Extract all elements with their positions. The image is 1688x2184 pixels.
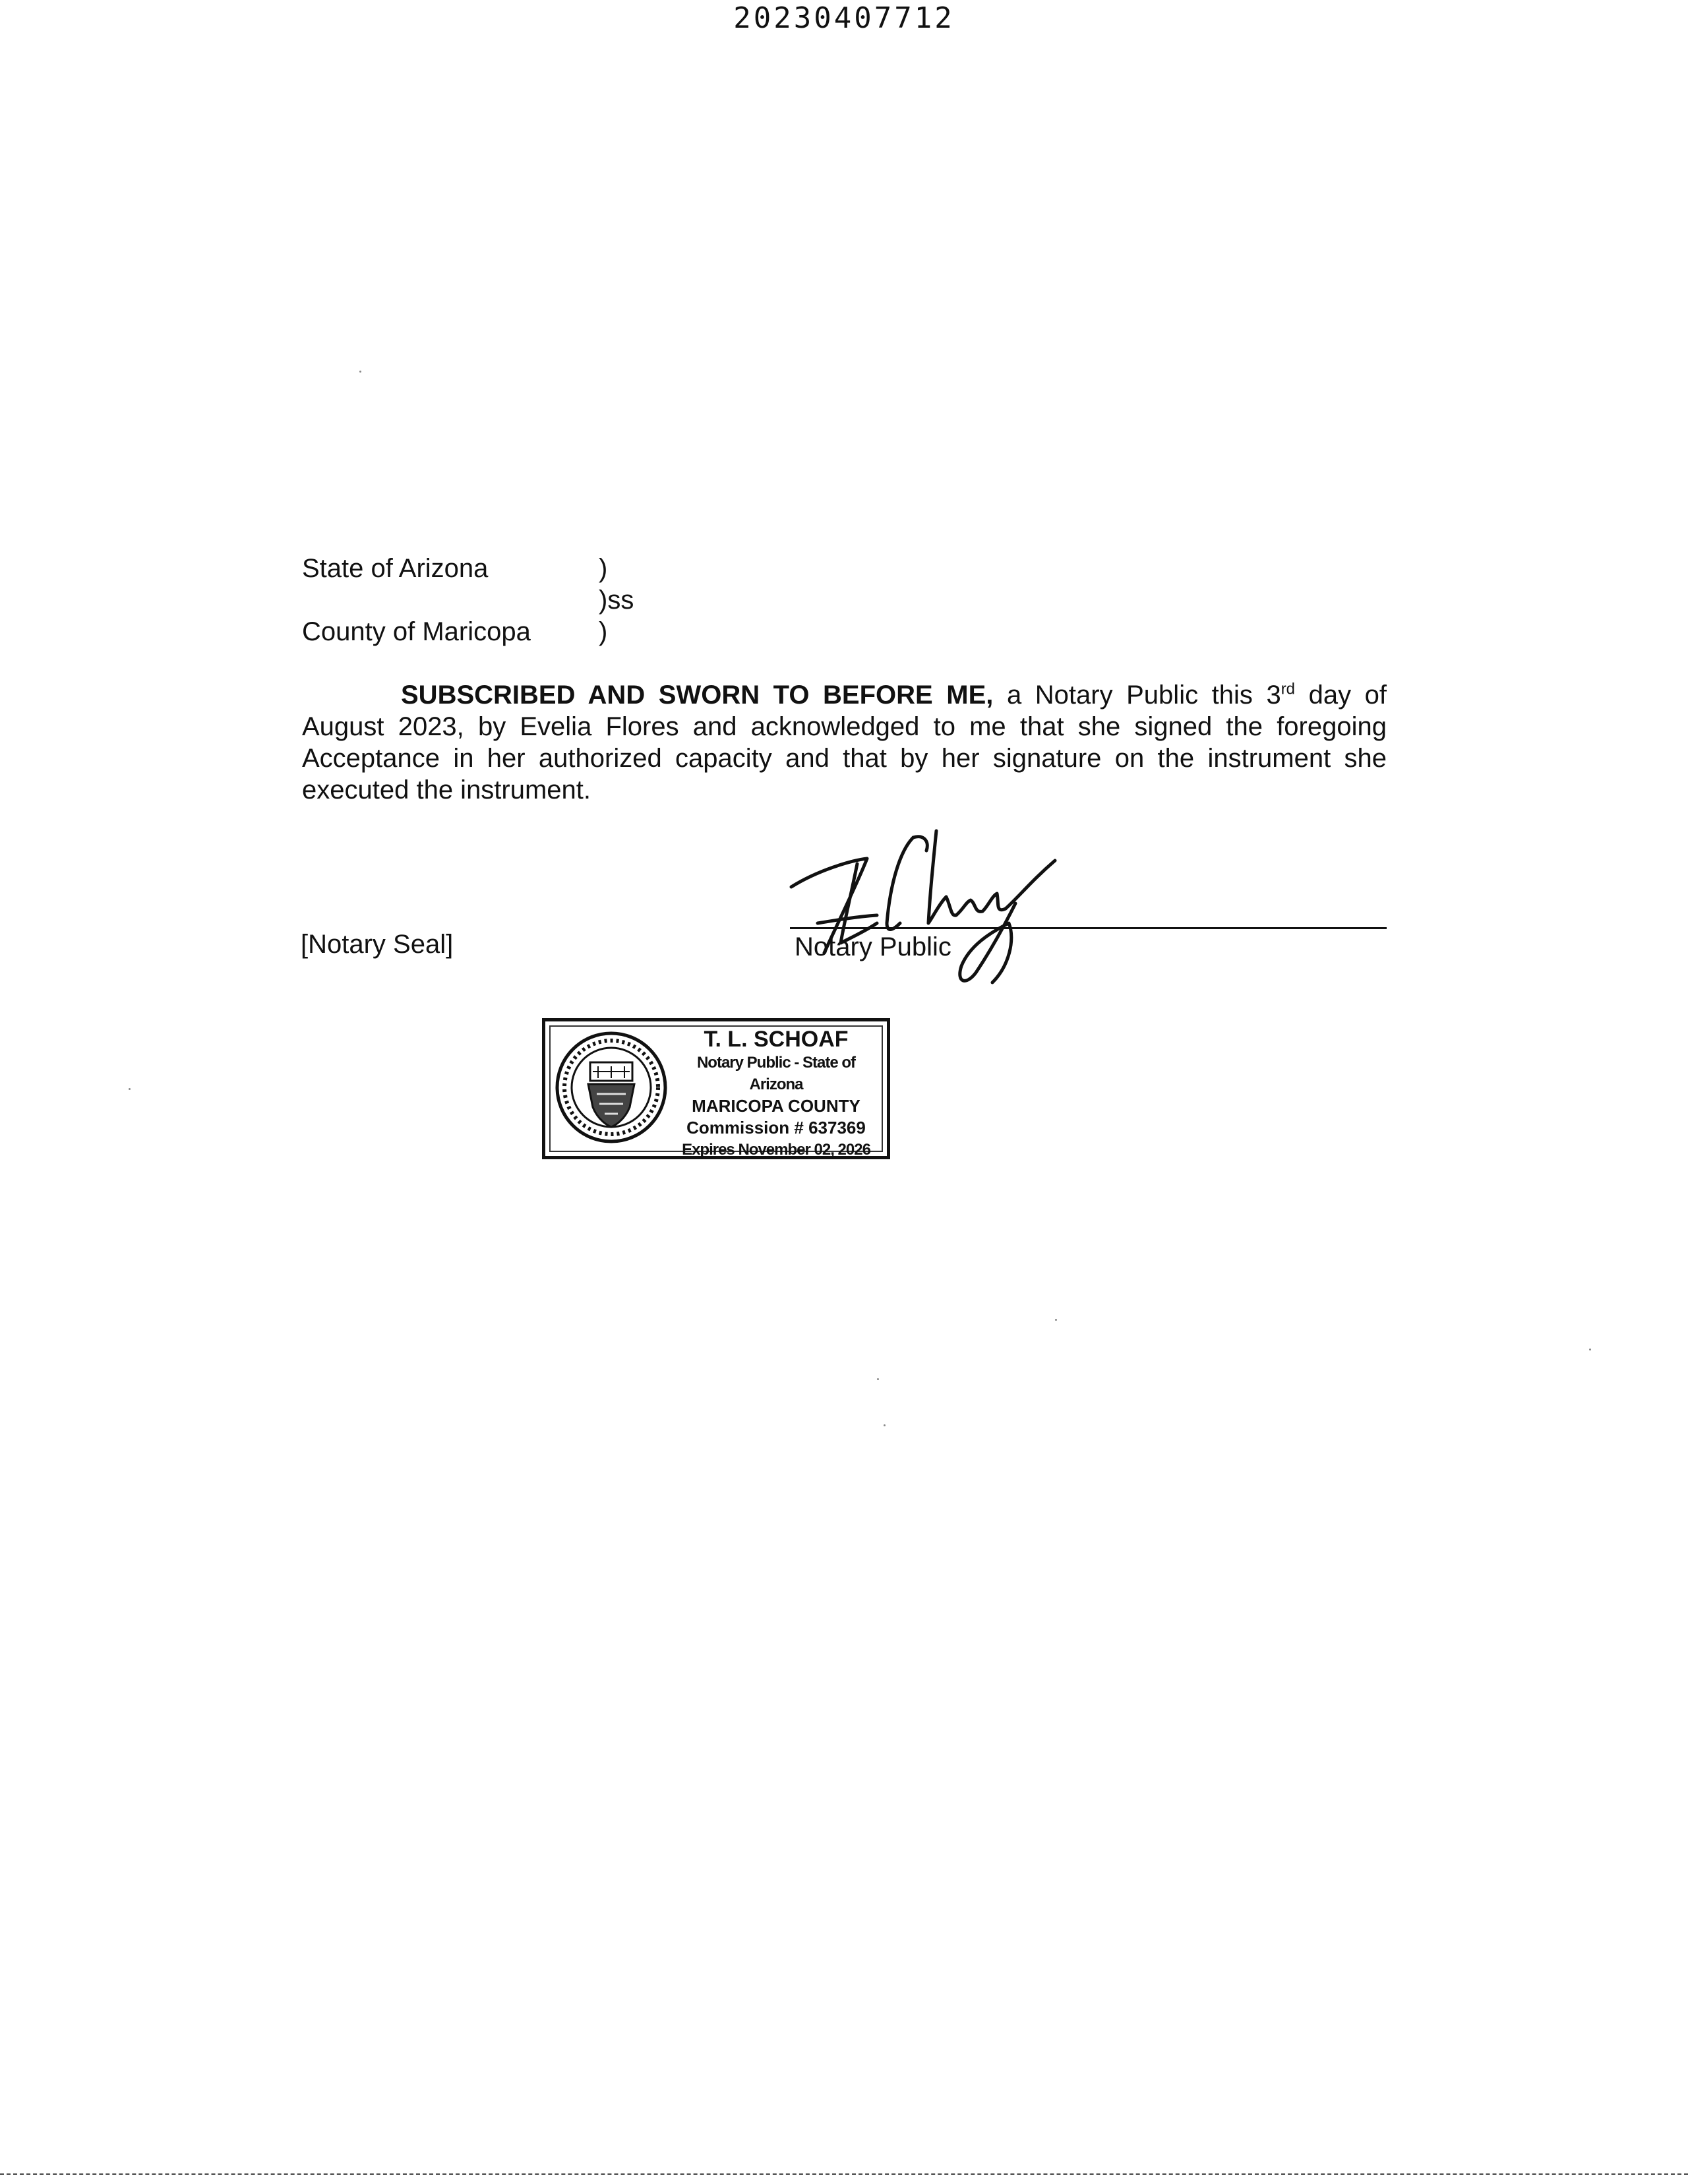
scan-speck: [129, 1088, 131, 1090]
scan-speck: [1055, 1319, 1057, 1321]
notary-public-label: Notary Public: [795, 932, 951, 961]
handwritten-signature: [778, 824, 1095, 989]
stamp-commission: Commission # 637369: [686, 1118, 866, 1138]
stamp-county: MARICOPA COUNTY: [692, 1096, 860, 1116]
acknowledgment-paragraph: [302, 679, 1387, 806]
acknowledgment-lead: SUBSCRIBED AND SWORN TO BEFORE ME,: [401, 681, 994, 710]
recording-number: 20230407712: [733, 1, 955, 35]
scan-speck: [884, 1424, 886, 1426]
stamp-text-block: [671, 1027, 882, 1161]
acknowledgment-text-rest: day of August 2023, by Evelia Flores and acknowledged to me that she signed the foregoing Acceptance in her authorized capacity and that by her signature on the instrument she executed the instrument.: [302, 681, 1387, 804]
stamp-notary-name: T. L. SCHOAF: [704, 1027, 849, 1052]
stamp-expiration: Expires November 02, 2026: [682, 1141, 870, 1159]
acknowledgment-text-start: a Notary Public this 3: [993, 681, 1281, 710]
state-label: State of Arizona: [302, 554, 489, 583]
notary-seal-label: [Notary Seal]: [301, 930, 454, 959]
ordinal-suffix: rd: [1281, 680, 1296, 698]
state-paren: ): [599, 554, 608, 583]
scan-speck: [877, 1378, 879, 1380]
county-paren: ): [599, 617, 608, 646]
bottom-scan-edge: [0, 2173, 1688, 2175]
scan-speck: [359, 371, 361, 373]
stamp-notary-title: Notary Public - State of Arizona: [696, 1054, 856, 1093]
scan-speck: [1589, 1349, 1591, 1350]
arizona-seal-emblem: [552, 1028, 671, 1147]
notary-stamp: [542, 1018, 890, 1159]
county-label: County of Maricopa: [302, 617, 531, 646]
ss-paren: )ss: [599, 586, 634, 615]
